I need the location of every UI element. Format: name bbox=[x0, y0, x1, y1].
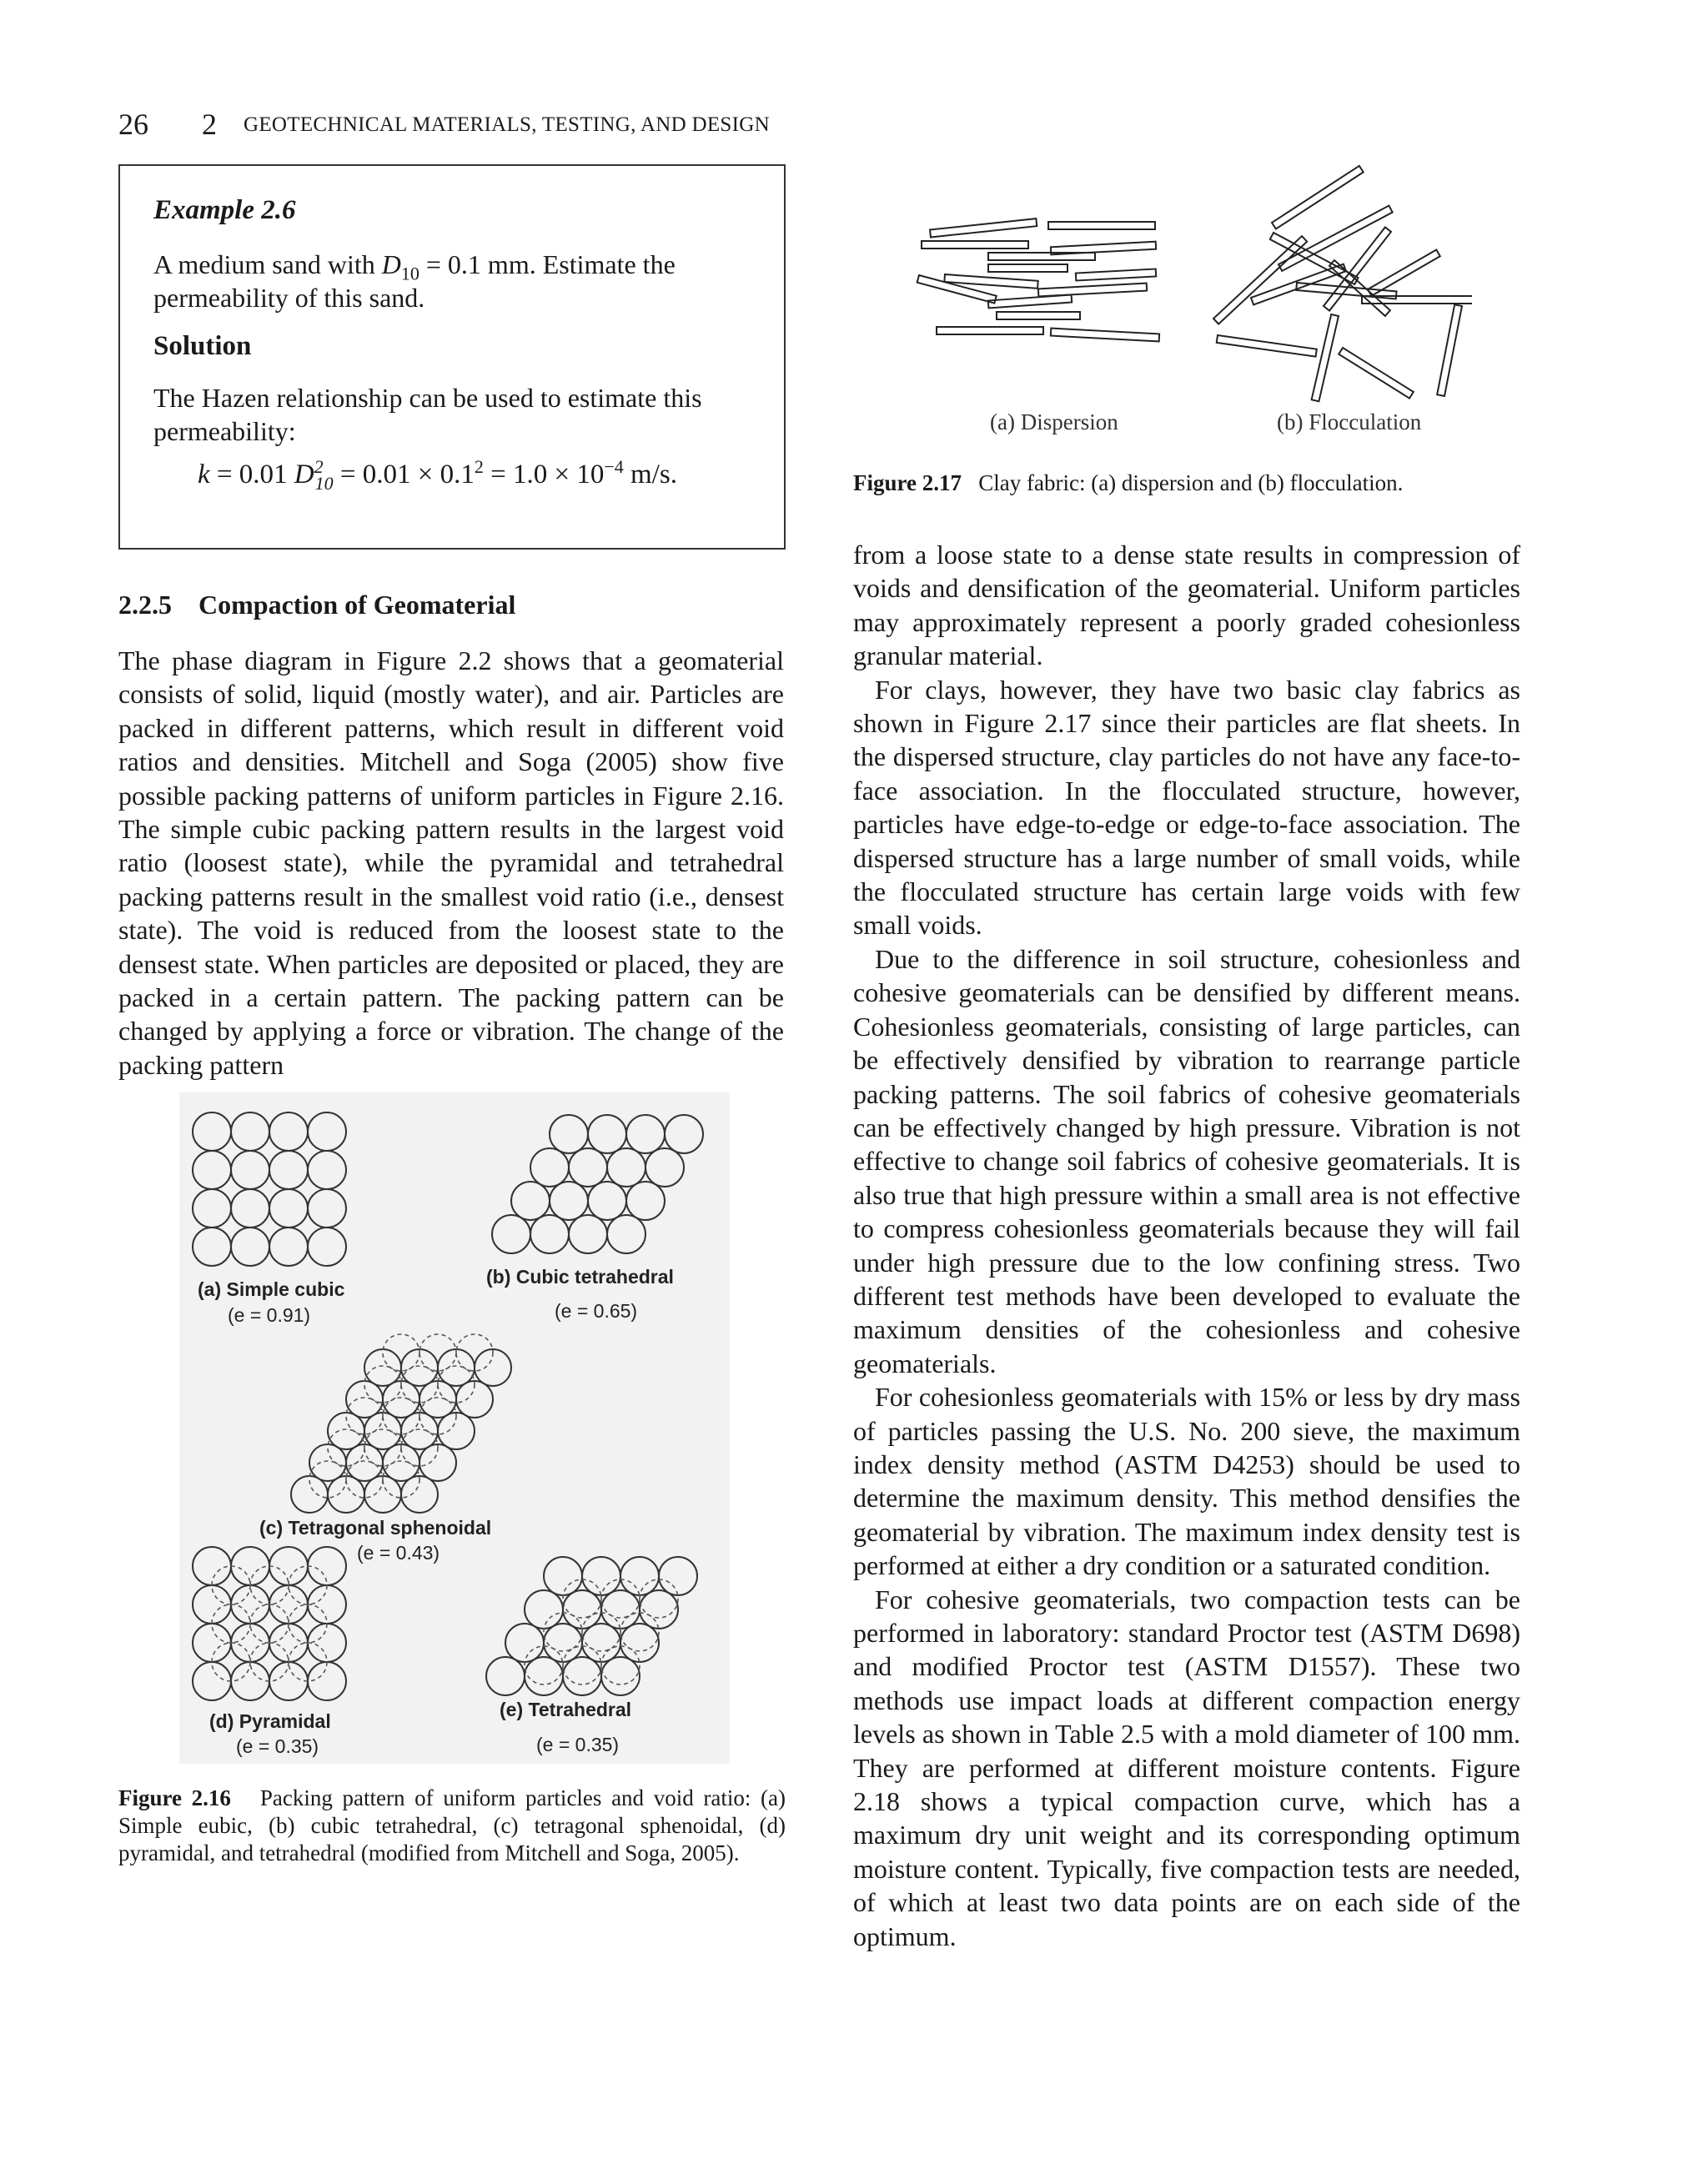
right-paragraph-1: from a loose state to a dense state results in compression of voids and densification of the geomaterial. Uniform particles may approximately represent a poorly graded cohesionless granular material. bbox=[853, 540, 1520, 671]
ratio-tetrahedral: (e = 0.35) bbox=[536, 1734, 620, 1755]
label-tetragonal-sphenoidal: (c) Tetragonal sphenoidal bbox=[259, 1517, 492, 1539]
figure-2-17-caption bbox=[853, 469, 1520, 497]
ratio-pyramidal: (e = 0.35) bbox=[236, 1735, 319, 1757]
packing-diagram bbox=[179, 1092, 730, 1764]
running-header bbox=[118, 107, 1536, 140]
label-dispersion: (a) Dispersion bbox=[990, 409, 1118, 434]
example-title: Example 2.6 bbox=[153, 195, 296, 225]
right-column-text bbox=[853, 538, 1520, 1953]
flocculation-plates bbox=[1213, 166, 1472, 401]
clay-fabric-diagram bbox=[905, 164, 1472, 448]
example-problem: A medium sand with $D_{10} = 0.1$ mm. Estimate the permeability of this sand. bbox=[153, 249, 676, 313]
figure-2-16-caption bbox=[118, 1785, 786, 1867]
example-box bbox=[118, 164, 786, 550]
figure-2-17 bbox=[905, 164, 1472, 448]
right-paragraph-2: For clays, however, they have two basic clay fabrics as shown in Figure 2.17 since their particles are flat sheets. In the dispersed structure, clay particles do not have any face-to-face association. In the flocculated structure, however, particles have edge-to-edge or edge-to-face association. The dispersed structure has a large number of small voids, while the flocculated structure has certain large voids with few small voids. bbox=[853, 674, 1520, 941]
label-simple-cubic: (a) Simple cubic bbox=[198, 1278, 345, 1300]
right-paragraph-3: Due to the difference in soil structure, cohesionless and cohesive geomaterials can be densified by different means. Cohesionless geomaterials, consisting of large particles, can be effectively densified by vibration to rearrange particle packing patterns. The soil fabrics of cohesive geomaterials can be effectively changed by high pressure. Vibration is not effective to change soil fabrics of cohesive geomaterials. It is also true that high pressure within a small area is not effective to compress cohesionless geomaterials because they will fail under high pressure due to the low confining stress. Two different test methods have been developed to evaluate the maximum densities of the cohesionless and cohesive geomaterials. bbox=[853, 943, 1520, 1378]
figure-2-17-caption-text: Clay fabric: (a) dispersion and (b) flocculation. bbox=[978, 470, 1404, 495]
right-paragraph-5: For cohesive geomaterials, two compaction tests can be performed in laboratory: standard Proctor test (ASTM D698) and modified Proctor test (ASTM D1557). These two methods use impact loads at different compaction energy levels as shown in Table 2.5 with a mold diameter of 100 mm. They are performed at different moisture contents. Figure 2.18 shows a typical compaction curve, which has a maximum dry unit weight and its corresponding optimum moisture content. Typically, five compaction tests are needed, of which at least two data points are on each side of the optimum. bbox=[853, 1584, 1520, 1951]
section-number: 2.2.5 bbox=[118, 590, 172, 620]
page-number: 26 bbox=[118, 108, 148, 141]
label-pyramidal: (d) Pyramidal bbox=[209, 1710, 331, 1732]
chapter-title: GEOTECHNICAL MATERIALS, TESTING, AND DESIGN bbox=[244, 113, 770, 136]
section-title: Compaction of Geomaterial bbox=[198, 590, 516, 620]
label-tetrahedral: (e) Tetrahedral bbox=[500, 1699, 632, 1720]
ratio-tetragonal-sphenoidal: (e = 0.43) bbox=[357, 1542, 440, 1564]
solution-heading: Solution bbox=[153, 331, 252, 361]
chapter-number: 2 bbox=[202, 108, 217, 141]
figure-2-16-caption-label: Figure 2.16 bbox=[118, 1785, 231, 1810]
left-paragraph: The phase diagram in Figure 2.2 shows that a geomaterial consists of solid, liquid (mostly water), and air. Particles are packed in different patterns, which result in different void ratios and densities. Mitchell and Soga (2005) show five possible packing patterns of uniform particles in Figure 2.16. The simple cubic packing pattern results in the largest void ratio (loosest state), while the pyramidal and tetrahedral packing patterns result in the smallest void ratio (i.e., densest state). The void is reduced from the loosest state to the densest state. When particles are deposited or placed, they are packed in a certain pattern. The packing pattern can be changed by applying a force or vibration. The change of the packing pattern bbox=[118, 645, 784, 1080]
right-paragraph-4: For cohesionless geomaterials with 15% or less by dry mass of particles passing the U.S. No. 200 sieve, the maximum index density method (ASTM D4253) should be used to determine the maximum density. This method densifies the geomaterial by vibration. The maximum index density test is performed at either a dry condition or a saturated condition. bbox=[853, 1382, 1520, 1581]
ratio-cubic-tetrahedral: (e = 0.65) bbox=[555, 1300, 638, 1322]
figure-2-17-caption-label: Figure 2.17 bbox=[853, 470, 962, 495]
ratio-simple-cubic: (e = 0.91) bbox=[228, 1304, 311, 1326]
label-flocculation: (b) Flocculation bbox=[1277, 409, 1422, 434]
figure-2-16-caption-text: Packing pattern of uniform particles and void ratio: (a) Simple eubic, (b) cubic tetrahedral, (c) tetragonal sphenoidal, (d) pyramidal, and tetrahedral (modified from Mitchell and Soga, 2005). bbox=[118, 1785, 786, 1865]
section-heading bbox=[118, 590, 515, 620]
hazen-equation: k = 0.01 $D^2_{10} = 0.01 \times 0.1^2 = 1.0 \times 10^{-4}$ m/s. bbox=[198, 456, 677, 494]
dispersion-plates bbox=[917, 218, 1159, 341]
label-cubic-tetrahedral: (b) Cubic tetrahedral bbox=[486, 1266, 674, 1288]
figure-2-16 bbox=[179, 1092, 730, 1764]
solution-text: The Hazen relationship can be used to estimate this permeability: bbox=[153, 383, 702, 446]
